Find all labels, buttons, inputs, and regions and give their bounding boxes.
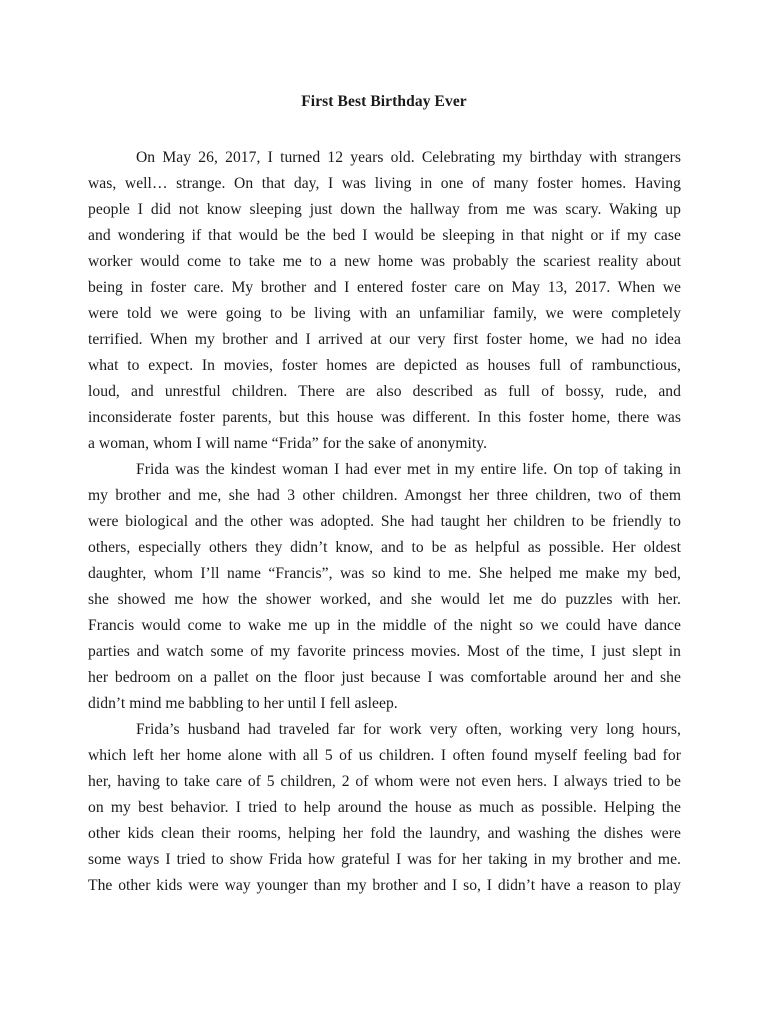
body-line-27: other kids clean their rooms, helping her fold the laundry, and washing the dishes were — [88, 825, 681, 842]
body-line-25: her, having to take care of 5 children, 2 of whom were not even hers. I always tried to be — [88, 773, 681, 790]
body-line-7: were told we were going to be living with an unfamiliar family, we were completely — [88, 305, 681, 322]
body-line-21: her bedroom on a pallet on the floor just because I was comfortable around her and she — [88, 669, 681, 686]
body-line-19: Francis would come to wake me up in the middle of the night so we could have dance — [88, 617, 681, 634]
body-line-14: my brother and me, she had 3 other children. Amongst her three children, two of them — [88, 487, 681, 504]
body-line-3: people I did not know sleeping just down the hallway from me was scary. Waking up — [88, 201, 681, 218]
body-line-29: The other kids were way younger than my brother and I so, I didn’t have a reason to play — [88, 877, 681, 894]
body-line-1: On May 26, 2017, I turned 12 years old. Celebrating my birthday with strangers — [136, 149, 681, 166]
body-line-12: a woman, whom I will name “Frida” for the sake of anonymity. — [88, 435, 488, 452]
document-title: First Best Birthday Ever — [301, 93, 467, 110]
body-line-10: loud, and unrestful children. There are also described as full of bossy, rude, and — [88, 383, 681, 400]
body-line-15: were biological and the other was adopted. She had taught her children to be friendly to — [88, 513, 681, 530]
body-line-13: Frida was the kindest woman I had ever met in my entire life. On top of taking in — [136, 461, 681, 478]
body-line-17: daughter, whom I’ll name “Francis”, was so kind to me. She helped me make my bed, — [88, 565, 681, 582]
body-line-20: parties and watch some of my favorite princess movies. Most of the time, I just slept in — [88, 643, 681, 660]
body-line-6: being in foster care. My brother and I entered foster care on May 13, 2017. When we — [88, 279, 681, 296]
body-line-22: didn’t mind me babbling to her until I fell asleep. — [88, 695, 398, 712]
body-line-8: terrified. When my brother and I arrived at our very first foster home, we had no idea — [88, 331, 681, 348]
body-line-5: worker would come to take me to a new home was probably the scariest reality about — [88, 253, 681, 270]
body-line-23: Frida’s husband had traveled far for work very often, working very long hours, — [136, 721, 681, 738]
body-line-18: she showed me how the shower worked, and she would let me do puzzles with her. — [88, 591, 681, 608]
body-line-16: others, especially others they didn’t know, and to be as helpful as possible. Her oldest — [88, 539, 681, 556]
body-line-4: and wondering if that would be the bed I would be sleeping in that night or if my case — [88, 227, 681, 244]
body-line-9: what to expect. In movies, foster homes are depicted as houses full of rambunctious, — [88, 357, 681, 374]
body-line-2: was, well… strange. On that day, I was living in one of many foster homes. Having — [88, 175, 681, 192]
body-line-24: which left her home alone with all 5 of us children. I often found myself feeling bad for — [88, 747, 681, 764]
body-line-11: inconsiderate foster parents, but this house was different. In this foster home, there was — [88, 409, 681, 426]
body-line-26: on my best behavior. I tried to help around the house as much as possible. Helping the — [88, 799, 681, 816]
body-line-28: some ways I tried to show Frida how grateful I was for her taking in my brother and me. — [88, 851, 681, 868]
